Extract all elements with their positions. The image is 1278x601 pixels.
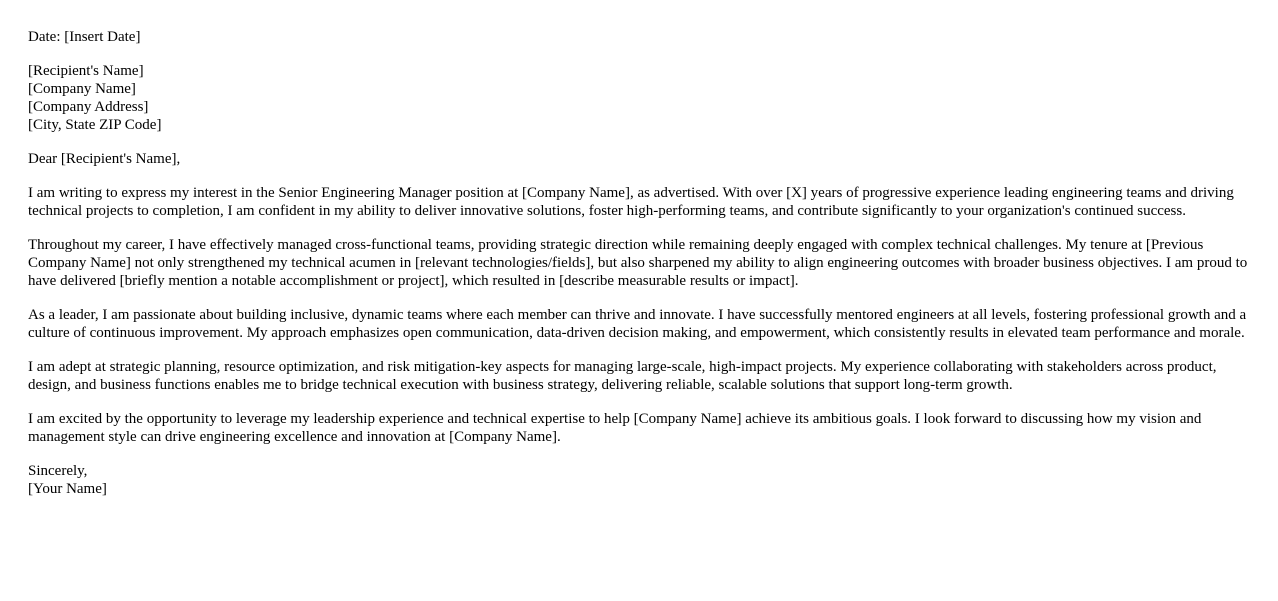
cover-letter bbox=[28, 28, 1253, 514]
body-paragraph-2: Throughout my career, I have effectively managed cross-functional teams, providing strategic direction while remaining deeply engaged with complex technical challenges. My tenure at [Previous Company Name] not only strengthened my technical acumen in [relevant technologies/fields], but also sharpened my ability to align engineering outcomes with broader business objectives. I am proud to have delivered [briefly mention a notable accomplishment or project], which resulted in [describe measurable results or impact]. bbox=[28, 237, 1248, 289]
recipient-address: [Company Address] bbox=[28, 99, 149, 115]
body-paragraph-3: As a leader, I am passionate about building inclusive, dynamic teams where each member can thrive and innovate. I have successfully mentored engineers at all levels, fostering professional growth and a culture of continuous improvement. My approach emphasizes open communication, data-driven decision making, and empowerment, which consistently results in elevated team performance and morale. bbox=[28, 307, 1247, 341]
recipient-address-block bbox=[28, 62, 1253, 134]
date-block bbox=[28, 28, 1253, 46]
body-paragraph-1: I am writing to express my interest in the Senior Engineering Manager position at [Company Name], as advertised. With over [X] years of progressive experience leading engineering teams and driving technical projects to completion, I am confident in my ability to deliver innovative solutions, foster high-performing teams, and contribute significantly to your organization's continued success. bbox=[28, 185, 1234, 219]
recipient-name: [Recipient's Name] bbox=[28, 63, 144, 79]
body-paragraph-5: I am excited by the opportunity to leverage my leadership experience and technical expertise to help [Company Name] achieve its ambitious goals. I look forward to discussing how my vision and management style can drive engineering excellence and innovation at [Company Name]. bbox=[28, 411, 1202, 445]
salutation: Dear [Recipient's Name], bbox=[28, 151, 181, 167]
recipient-company: [Company Name] bbox=[28, 81, 136, 97]
signature-name: [Your Name] bbox=[28, 481, 107, 497]
closing-block bbox=[28, 462, 1253, 498]
recipient-city-state-zip: [City, State ZIP Code] bbox=[28, 117, 162, 133]
salutation-block bbox=[28, 150, 1253, 168]
date-line: Date: [Insert Date] bbox=[28, 29, 141, 45]
body-paragraph-4: I am adept at strategic planning, resource optimization, and risk mitigation-key aspects for managing large-scale, high-impact projects. My experience collaborating with stakeholders across product, design, and business functions enables me to bridge technical execution with business strategy, delivering reliable, scalable solutions that support long-term growth. bbox=[28, 359, 1217, 393]
closing: Sincerely, bbox=[28, 463, 88, 479]
